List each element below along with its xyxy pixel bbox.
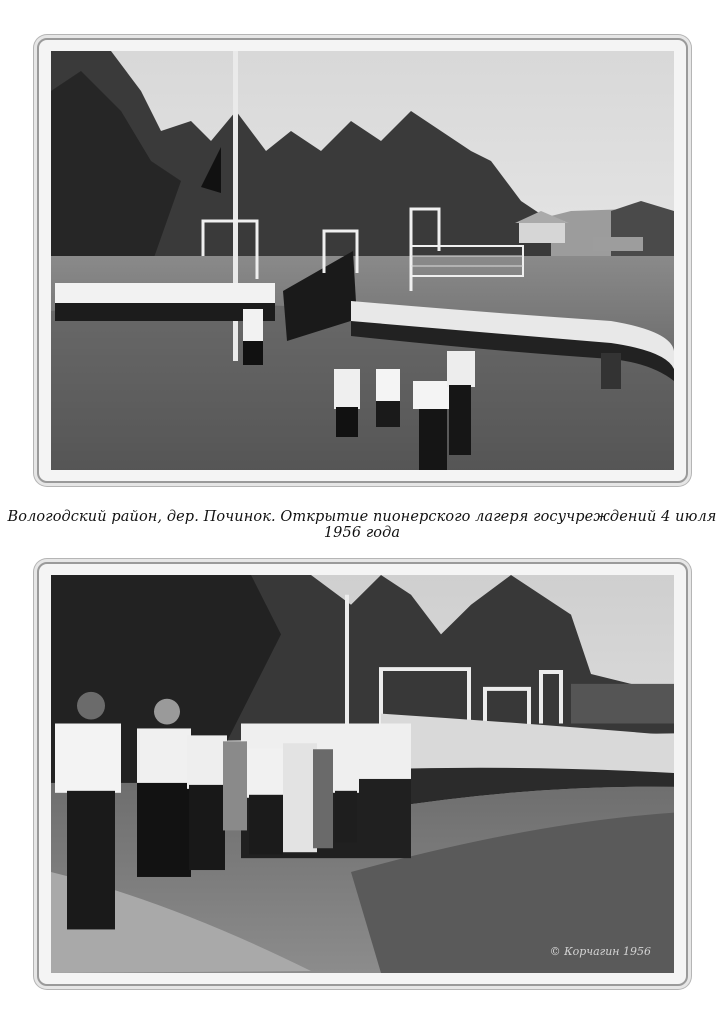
photo-flag-ceremony-image: [51, 51, 674, 470]
photo-caption: Вологодский район, дер. Починок. Открытие пионерского лагеря госучреждений 4 июля 1956 года: [7, 509, 717, 541]
photo-signature: © Корчагин 1956: [549, 945, 652, 959]
photo-frame-top: [37, 38, 688, 483]
photo-pioneers-lineup: [51, 575, 674, 973]
photo-flag-ceremony: [51, 51, 674, 470]
photo-frame-bottom: [37, 562, 688, 986]
photo-pioneers-lineup-image: [51, 575, 674, 973]
